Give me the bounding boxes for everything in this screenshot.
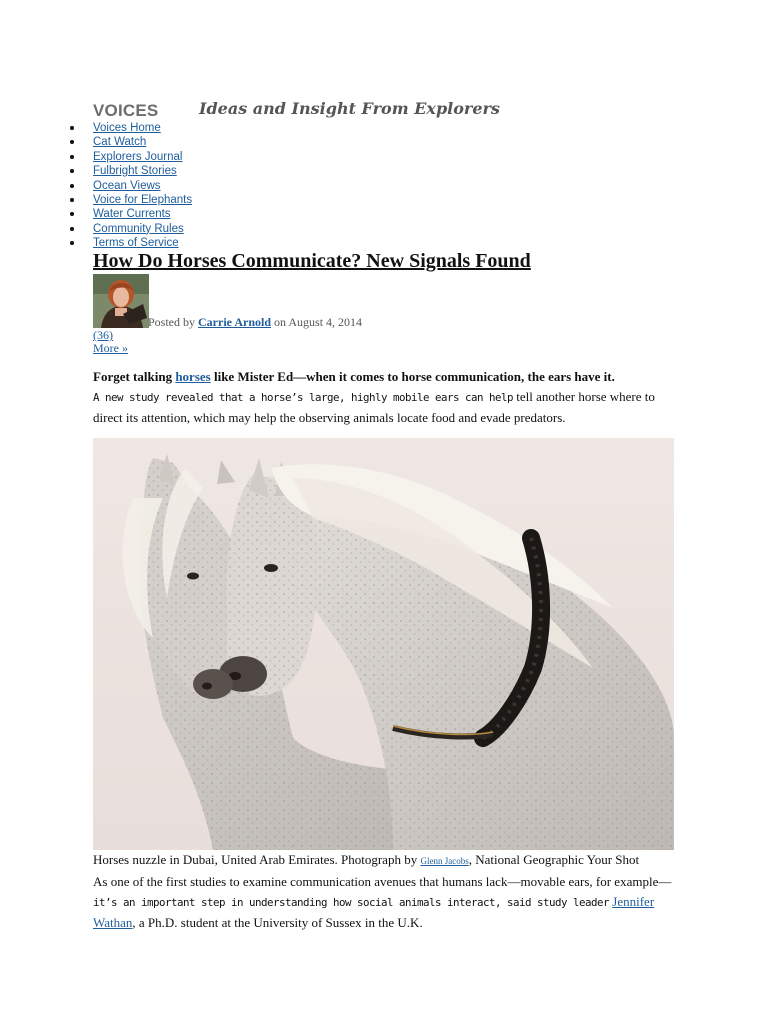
author-avatar[interactable] bbox=[93, 274, 149, 328]
caption-text-end: , National Geographic Your Shot bbox=[468, 852, 640, 867]
article-paragraph-1 bbox=[93, 387, 683, 428]
article-paragraph-2 bbox=[93, 872, 683, 933]
two-white-horses-image bbox=[93, 438, 674, 850]
paragraph-2-start: As one of the first studies to examine communication avenues that humans lack—movable ears, for example— bbox=[93, 874, 672, 889]
comments-count-link[interactable]: (36) bbox=[93, 328, 113, 342]
paragraph-2-end: , a Ph.D. student at the University of Sussex in the U.K. bbox=[132, 915, 423, 930]
nav-link-community-rules[interactable]: Community Rules bbox=[93, 222, 184, 235]
nav-item-terms-of-service bbox=[93, 236, 192, 250]
photo-caption bbox=[93, 852, 639, 868]
article-byline bbox=[148, 315, 362, 330]
voices-nav-list bbox=[93, 121, 192, 251]
nav-link-cat-watch[interactable]: Cat Watch bbox=[93, 136, 147, 149]
nav-item-water-currents bbox=[93, 207, 192, 221]
lead-text-end: like Mister Ed—when it comes to horse communication, the ears have it. bbox=[210, 369, 615, 384]
researcher-link[interactable]: Jennifer Wathan bbox=[93, 894, 655, 930]
article-title[interactable]: How Do Horses Communicate? New Signals Found bbox=[93, 250, 531, 272]
author-link[interactable]: Carrie Arnold bbox=[198, 315, 272, 329]
voices-header bbox=[93, 99, 733, 123]
byline-prefix: Posted by bbox=[148, 315, 199, 329]
paragraph-1-rest: tell another horse where to direct its attention, which may help the observing animals locate food and evade predators. bbox=[93, 389, 655, 425]
voices-tagline: Ideas and Insight From Explorers bbox=[199, 99, 500, 118]
nav-item-explorers-journal bbox=[93, 150, 192, 164]
nav-link-voices-home[interactable]: Voices Home bbox=[93, 122, 161, 134]
byline-date-prefix: on bbox=[271, 315, 289, 329]
lead-text-start: Forget talking bbox=[93, 369, 176, 384]
nav-link-fulbright-stories[interactable]: Fulbright Stories bbox=[93, 165, 177, 178]
nav-item-voices-home bbox=[93, 121, 192, 135]
horses-link[interactable]: horses bbox=[175, 369, 211, 384]
nav-item-voice-for-elephants bbox=[93, 193, 192, 207]
nav-link-water-currents[interactable]: Water Currents bbox=[93, 208, 171, 221]
nav-item-fulbright-stories bbox=[93, 164, 192, 178]
paragraph-1-study-text: A new study revealed that a horse’s large, highly mobile ears can help bbox=[93, 391, 514, 404]
paragraph-2-mono-text: it’s an important step in understanding how social animals interact, said study leader bbox=[93, 896, 610, 909]
nav-item-community-rules bbox=[93, 222, 192, 236]
nav-item-ocean-views bbox=[93, 179, 192, 193]
publish-date: August 4, 2014 bbox=[288, 315, 363, 329]
caption-text-start: Horses nuzzle in Dubai, United Arab Emirates. Photograph by bbox=[93, 852, 421, 867]
nav-link-ocean-views[interactable]: Ocean Views bbox=[93, 179, 161, 192]
article-lead bbox=[93, 369, 615, 385]
nav-item-cat-watch bbox=[93, 135, 192, 149]
author-portrait-image bbox=[93, 274, 149, 328]
horses-photo bbox=[93, 438, 674, 850]
nav-link-voice-for-elephants[interactable]: Voice for Elephants bbox=[93, 193, 193, 206]
nav-link-terms-of-service[interactable]: Terms of Service bbox=[93, 237, 179, 250]
photographer-link[interactable]: Glenn Jacobs bbox=[420, 856, 469, 866]
nav-link-explorers-journal[interactable]: Explorers Journal bbox=[93, 150, 183, 163]
voices-logo[interactable]: VOICES bbox=[93, 101, 159, 120]
more-link[interactable]: More » bbox=[93, 341, 128, 355]
